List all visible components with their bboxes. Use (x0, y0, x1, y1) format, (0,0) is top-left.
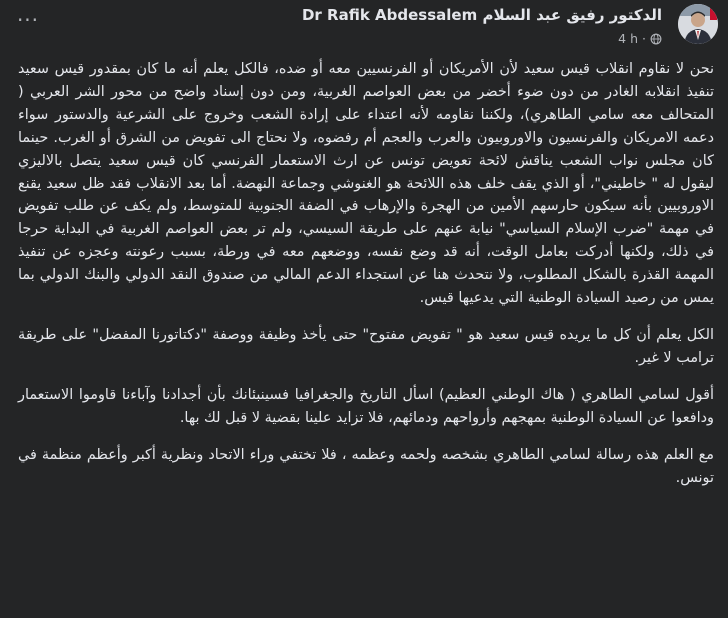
post-meta (618, 31, 662, 46)
author-name[interactable]: Dr Rafik Abdessalem الدكتور رفيق عبد السلام (301, 6, 662, 24)
avatar[interactable] (678, 4, 718, 44)
post-text (18, 58, 714, 489)
more-options-button[interactable] (14, 6, 42, 34)
post-paragraph: نحن لا نقاوم انقلاب قيس سعيد لأن الأمريكان أو الفرنسيين معه أو ضده، فالكل يعلم أنه ما كان بمقدور قيس سعيد تنفيذ انقلابه الغادر من دون ضوء أخضر من بعض العواصم الغربية، ومن دون إسناد واضح من محور الشر العربي ( المتحالف معه سامي الطاهري)، ولكننا نقاومه لأنه اعتداء على إرادة الشعب وخروج على الشرعية والدستور سواء دعمه الامريكان والفرنسيون والاوروبيون والعرب والعجم أم رفضوه، ولا نحتاج الى تفويض من الشرق أو الغرب. حينما كان مجلس نواب الشعب يناقش لائحة تعويض تونس عن ارث الاستعمار الفرنسي كان قيس سعيد يتصل بالاليزي ليقول له " خاطيني"، أو الذي يقف خلف هذه اللائحة هو الغنوشي وجماعة النهضة. أما بعد الانقلاب فقد ظل سعيد يقنع الاوروبيين بأنه سيكون حارسهم الأمين من الهجرة والإرهاب في الضفة الجنوبية للمتوسط، ولم يكف عن طلب تفويض في مهمة "ضرب الإسلام السياسي" نيابة عنهم على طريقة السيسي، ولم تر بعض العواصم الغربية في البداية حرجا في ذلك، ولكنها أدركت بعامل الوقت، أنه قد وضع نفسه، ووضعهم معه في ورطة، بسبب رعونته وعجزه عن تنفيذ المهمة القذرة بالشكل المطلوب، ولا نتحدث هنا عن استجداء الدعم المالي من صندوق النقد الدولي والبنك الدولي بما يمس من رصيد السيادة الوطنية التي يدعيها قيس. (18, 61, 714, 307)
post-header (0, 0, 728, 52)
more-icon: ··· (16, 8, 40, 32)
post-paragraph: مع العلم هذه رسالة لسامي الطاهري بشخصه ولحمه وعظمه ، فلا تختفي وراء الاتحاد ونظرية أكبر وأعظم منظمة في تونس. (18, 446, 714, 486)
post-time[interactable]: 4 h (618, 31, 639, 46)
post-paragraph: الكل يعلم أن كل ما يريده قيس سعيد هو " تفويض مفتوح" حتى يأخذ وظيفة ووصفة "دكتاتورنا المفضل" على طريقة ترامب لا غير. (18, 326, 714, 366)
globe-icon[interactable] (650, 33, 662, 45)
meta-separator: · (642, 31, 646, 46)
post-paragraph: أقول لسامي الطاهري ( هاك الوطني العظيم) اسأل التاريخ والجغرافيا فسينبئانك بأن أجدادنا وآباءنا قاوموا الاستعمار ودافعوا عن السيادة الوطنية بمهجهم وأرواحهم ودمائهم، فلا تزايد علينا بقضية لا قبل لك بها. (18, 386, 714, 426)
avatar-image (678, 4, 718, 44)
